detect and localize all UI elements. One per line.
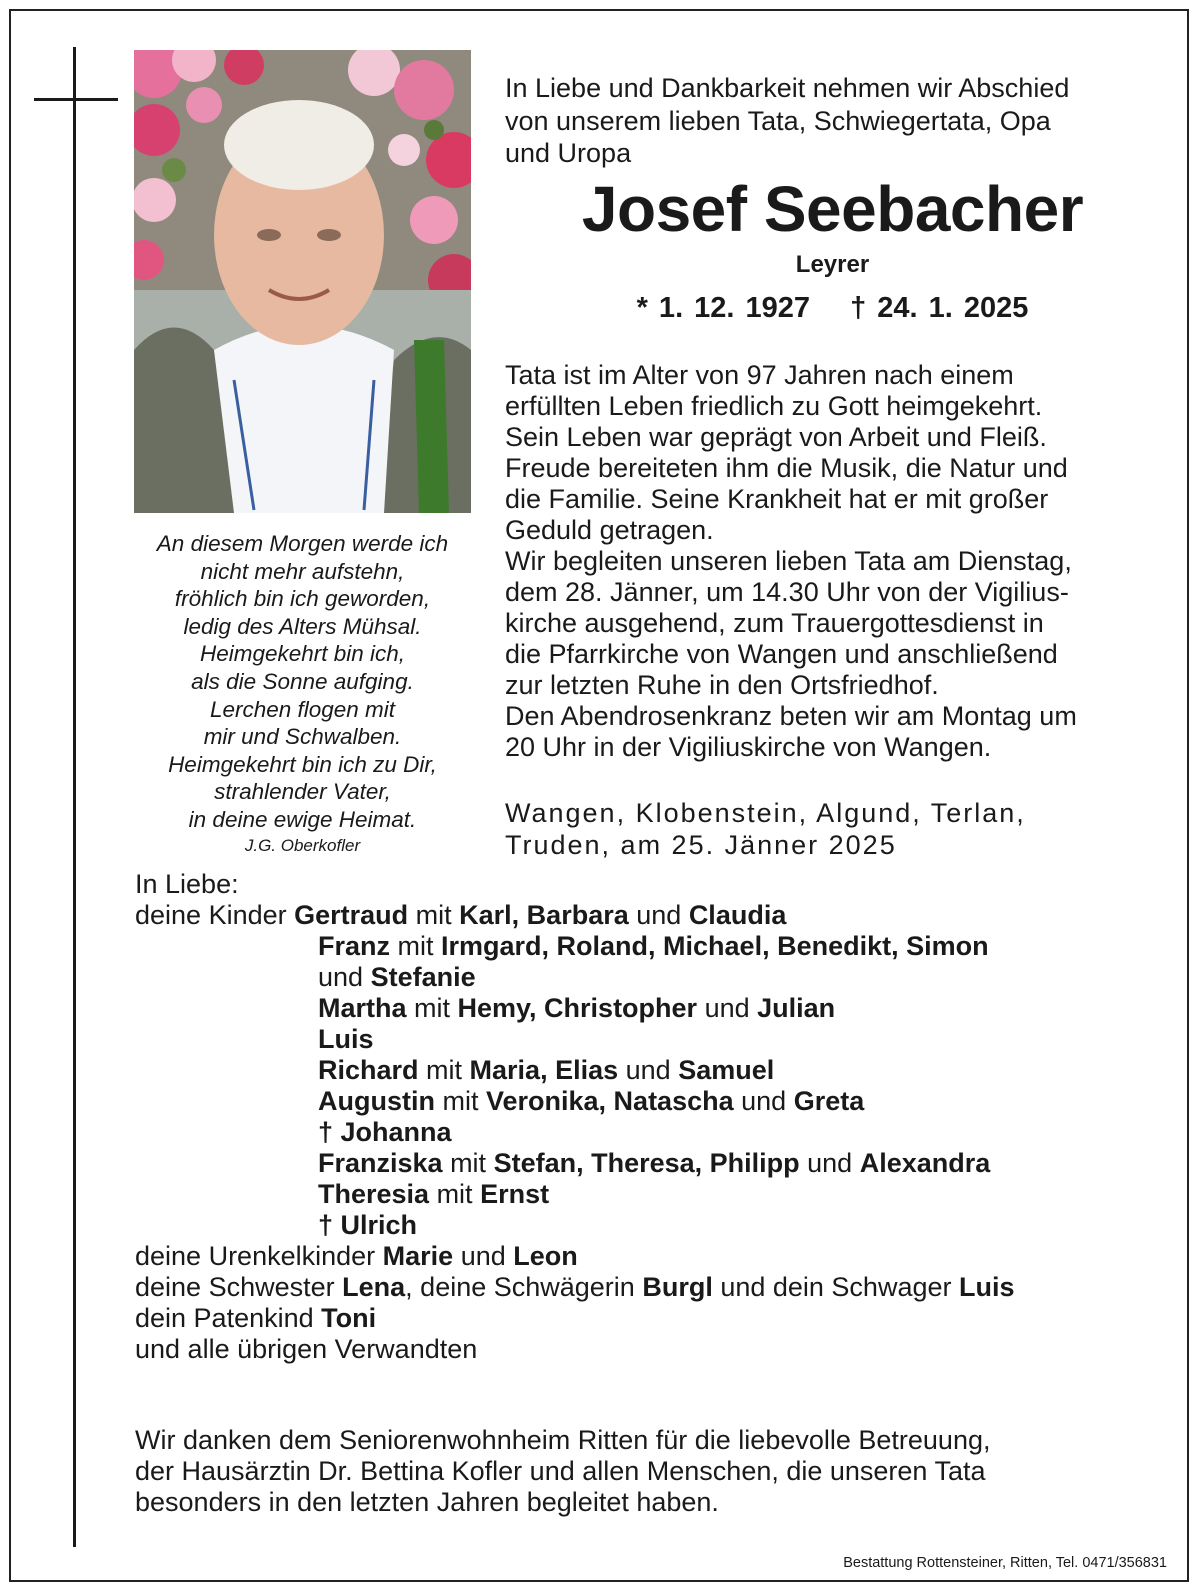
poem-line: mir und Schwalben. (203, 724, 402, 750)
deceased-name: Josef Seebacher (581, 173, 1084, 245)
poem-line: Lerchen flogen mit (209, 696, 396, 722)
body-line: die Familie. Seine Krankheit hat er mit großer (505, 484, 1049, 514)
family-row: deine Schwester Lena, deine Schwägerin Burgl und dein Schwager Luis (135, 1272, 1015, 1302)
family-row: Martha mit Hemy, Christopher und Julian (318, 993, 836, 1023)
place-line: Truden, am 25. Jänner 2025 (505, 830, 897, 860)
birth-date: * 1. 12. 1927 (636, 292, 811, 324)
poem-line: als die Sonne aufging. (191, 668, 414, 694)
deceased-nickname: Leyrer (795, 251, 870, 278)
family-row: deine Kinder Gertraud mit Karl, Barbara und Claudia (135, 900, 787, 930)
body-line: Wir begleiten unseren lieben Tata am Dienstag, (505, 546, 1072, 576)
body-line: dem 28. Jänner, um 14.30 Uhr von der Vigilius- (505, 577, 1069, 607)
poem-line: fröhlich bin ich geworden, (174, 586, 431, 612)
family-list (135, 869, 1165, 1365)
funeral-home-footer: Bestattung Rottensteiner, Ritten, Tel. 0471/356831 (843, 1555, 1167, 1571)
poem-line: nicht mehr aufstehn, (200, 558, 405, 584)
portrait-photo (134, 50, 471, 513)
family-row: Richard mit Maria, Elias und Samuel (318, 1055, 775, 1085)
body-line: Den Abendrosenkranz beten wir am Montag um (505, 701, 1077, 731)
poem-line: in deine ewige Heimat. (188, 806, 417, 832)
family-row: Franziska mit Stefan, Theresa, Philipp und Alexandra (318, 1148, 991, 1178)
intro-line: und Uropa (505, 138, 632, 168)
poem-line: Heimgekehrt bin ich zu Dir, (168, 751, 437, 777)
family-row: dein Patenkind Toni (135, 1303, 377, 1333)
family-row: Theresia mit Ernst (318, 1179, 550, 1209)
thanks-line: der Hausärztin Dr. Bettina Kofler und allen Menschen, die unseren Tata (135, 1456, 986, 1486)
family-row: Franz mit Irmgard, Roland, Michael, Benedikt, Simon (318, 931, 989, 961)
family-row: † Johanna (318, 1117, 452, 1147)
place-line: Wangen, Klobenstein, Algund, Terlan, (505, 798, 1026, 828)
thanks-line: Wir danken dem Seniorenwohnheim Ritten für die liebevolle Betreuung, (135, 1425, 991, 1455)
poem-line: strahlender Vater, (214, 779, 391, 805)
poem-line: An diesem Morgen werde ich (156, 531, 449, 556)
body-line: zur letzten Ruhe in den Ortsfriedhof. (505, 670, 939, 700)
body-line: Geduld getragen. (505, 515, 714, 545)
body-line: erfüllten Leben friedlich zu Gott heimgekehrt. (505, 391, 1043, 421)
cross-vertical-bar (73, 47, 76, 1547)
family-row: † Ulrich (318, 1210, 418, 1240)
body-line: Freude bereiteten ihm die Musik, die Natur und (505, 453, 1068, 483)
death-date: † 24. 1. 2025 (850, 292, 1029, 324)
family-row: Augustin mit Veronika, Natascha und Greta (318, 1086, 865, 1116)
body-line: die Pfarrkirche von Wangen und anschließend (505, 639, 1058, 669)
intro-text (505, 72, 1160, 170)
announcement-text (505, 360, 1157, 763)
family-row: deine Urenkelkinder Marie und Leon (135, 1241, 578, 1271)
family-heading: In Liebe: (135, 869, 239, 899)
place-date (505, 797, 1125, 861)
body-line: Tata ist im Alter von 97 Jahren nach einem (505, 360, 1014, 390)
thanks-text (135, 1425, 1165, 1518)
family-row: und alle übrigen Verwandten (135, 1334, 478, 1364)
intro-line: von unserem lieben Tata, Schwiegertata, Opa (505, 105, 1051, 136)
poem (130, 530, 475, 858)
poem-line: ledig des Alters Mühsal. (183, 613, 422, 639)
body-line: kirche ausgehend, zum Trauergottesdienst in (505, 608, 1044, 638)
body-line: Sein Leben war geprägt von Arbeit und Fleiß. (505, 422, 1047, 452)
poem-author: J.G. Oberkofler (244, 835, 361, 855)
cross-horizontal-bar (34, 98, 118, 101)
intro-line: In Liebe und Dankbarkeit nehmen wir Abschied (505, 73, 1070, 103)
thanks-line: besonders in den letzten Jahren begleitet haben. (135, 1487, 719, 1517)
poem-line: Heimgekehrt bin ich, (199, 641, 406, 667)
family-row: Luis (318, 1024, 374, 1054)
life-dates (505, 290, 1160, 326)
body-line: 20 Uhr in der Vigiliuskirche von Wangen. (505, 732, 992, 762)
family-row: und Stefanie (318, 962, 476, 992)
